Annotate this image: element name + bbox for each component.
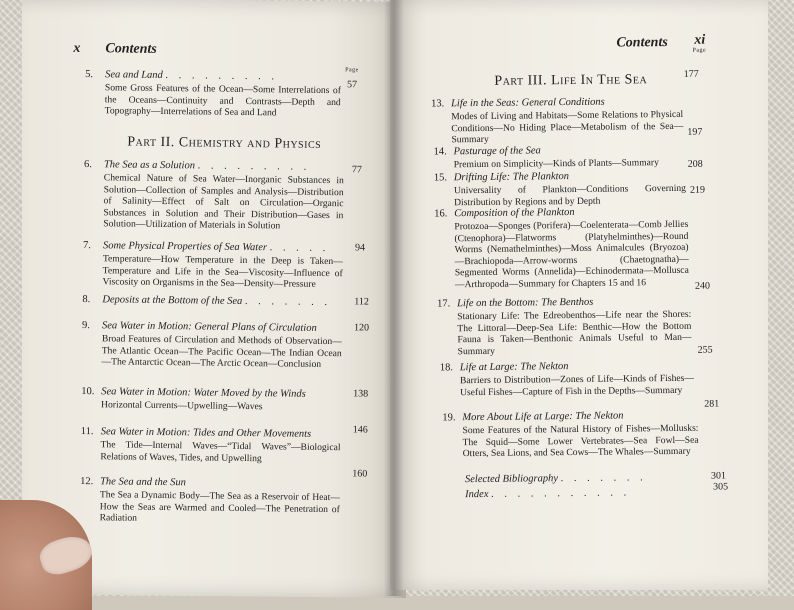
right-page-number: xi — [694, 33, 705, 49]
toc-entry-8[interactable]: 8. Deposits at the Bottom of the Sea . . . . . . . 112 — [82, 293, 362, 309]
entry-number: 19. — [442, 411, 462, 424]
toc-entry-13[interactable] — [431, 95, 703, 147]
entry-page: 208 — [688, 159, 703, 170]
entry-page: 77 — [352, 164, 362, 175]
part-page: 177 — [684, 69, 699, 80]
entry-number: 5. — [85, 68, 105, 81]
entry-description: Modes of Living and Habitats—Some Relations to Physical Conditions—No Hiding Place—Metabolism of the Sea—Summary — [451, 109, 683, 146]
entry-number: 15. — [434, 171, 454, 184]
entry-description: Some Features of the Natural History of Fishes—Mollusks: The Squid—Some Lower Vertebrates—Sea Fowl—Sea Otters, Sea Lions, and Sea Cows—The Whales—Summary — [462, 423, 698, 460]
right-page-col-label: Page — [692, 48, 706, 54]
entry-title: Some Physical Properties of Sea Water — [103, 240, 267, 253]
entry-title: Selected Bibliography — [465, 473, 558, 485]
toc-entry-16[interactable] — [434, 205, 707, 291]
entry-title: Deposits at the Bottom of the Sea — [102, 294, 242, 307]
entry-description: Broad Features of Circulation and Methods of Observation—The Atlantic Ocean—The Pacific Ocean—The Indian Ocean—The Antarctic Ocean—The Arctic Ocean—Conclusion — [102, 333, 342, 371]
toc-entry-5[interactable]: 5. Sea and Land . . . . . . . . . 57 Some Gross Features of the Ocean—Some Interrelations of the Oceans—Continuity and Contrasts—Depth and Topography—Interrelations of Sea and Land — [85, 68, 366, 120]
entry-description: Barriers to Distribution—Zones of Life—Kinds of Fishes—Useful Fishes—Capture of Fish in the Depths—Summary — [460, 373, 694, 399]
entry-description: Stationary Life: The Edreobenthos—Life near the Shores: The Littoral—Deep-Sea Life: Benthic—How the Bottom Fauna is Taken—Benthonic Animals Useful to Man—Summary — [457, 309, 691, 358]
entry-page: 138 — [353, 388, 368, 399]
entry-title: Pasturage of the Sea — [453, 145, 540, 157]
entry-title: Sea Water in Motion: Water Moved by the Winds — [101, 386, 306, 399]
entry-title: Sea Water in Motion: General Plans of Circulation — [102, 320, 317, 334]
entry-title: Life in the Seas: General Conditions — [451, 97, 605, 110]
entry-number: 17. — [437, 297, 457, 310]
entry-number: 9. — [82, 319, 102, 332]
entry-page: 57 — [347, 79, 357, 90]
entry-number: 12. — [80, 475, 100, 488]
entry-number: 7. — [83, 239, 103, 252]
entry-page: 120 — [354, 322, 369, 333]
toc-entry-bibliography[interactable]: Selected Bibliography . . . . . . . 301 — [445, 471, 717, 487]
entry-number: 10. — [81, 385, 101, 398]
toc-entry-19[interactable] — [442, 409, 714, 461]
entry-title: Composition of the Plankton — [454, 207, 575, 219]
entry-number: 14. — [433, 145, 453, 158]
entry-page: 301 — [711, 470, 726, 481]
right-page-header: Contents — [616, 35, 668, 52]
entry-page: 305 — [713, 481, 728, 492]
entry-title: More About Life at Large: The Nekton — [462, 410, 623, 423]
entry-description: Premium on Simplicity—Kinds of Plants—Summary — [454, 157, 686, 171]
entry-title: Life on the Bottom: The Benthos — [457, 297, 593, 309]
left-page-header: Contents — [105, 41, 157, 58]
entry-number: 16. — [434, 207, 454, 220]
left-page-number: x — [73, 41, 80, 57]
entry-page: 281 — [704, 398, 719, 409]
entry-number: 6. — [84, 158, 104, 171]
entry-page: 240 — [695, 281, 710, 292]
entry-description: Some Gross Features of the Ocean—Some Interrelations of the Oceans—Continuity and Contrasts—Depth and Topography—Interrelations of Sea and Land — [105, 82, 341, 120]
entry-description: Universality of Plankton—Conditions Governing Distribution by Regions and by Depth — [454, 183, 686, 209]
entry-page: 219 — [690, 185, 705, 196]
entry-page: 146 — [353, 424, 368, 435]
toc-entry-15[interactable] — [434, 169, 706, 209]
left-part-heading: Part II. Chemistry and Physics — [84, 133, 364, 153]
entry-description: Temperature—How Temperature in the Deep is Taken—Temperature and Life in the Sea—Viscosity—Influence of Viscosity on Organisms in the Sea—Density—Pressure — [102, 253, 342, 291]
entry-title: Index — [465, 489, 488, 500]
toc-entry-17[interactable] — [437, 295, 710, 358]
entry-number: 11. — [81, 425, 101, 438]
entry-title: Life at Large: The Nekton — [460, 361, 569, 373]
entry-number: 8. — [82, 293, 102, 306]
entry-description: Horizontal Currents—Upwelling—Waves — [101, 399, 341, 414]
right-part-heading: Part III. Life In The Sea — [471, 71, 671, 90]
entry-page: 160 — [352, 468, 367, 479]
entry-page: 197 — [687, 127, 702, 138]
entry-page: 94 — [355, 242, 365, 253]
entry-title: Drifting Life: The Plankton — [454, 171, 569, 183]
toc-entry-6[interactable]: 6. The Sea as a Solution . . . . . . . . . 77 Chemical Nature of Sea Water—Inorganic Substances in Solution—Collection of Samples and Analysis—Distribution of Salinity—Effect of Salt on Circulation—Organic Substances in Solution and Their Distribution—Gases in Solution—Utilization of Materials in Solution — [83, 158, 364, 233]
entry-description: Protozoa—Sponges (Porifera)—Coelenterata—Comb Jellies (Ctenophora)—Flatworms (Platyhelminthes)—Round Worms (Nemathelminthes)—Moss Animalcules (Bryozoa)—Brachiopoda—Arrow-worms (Chaetognatha)—Segmented Worms (Annelida)—Echinodermata—Mollusca—Arthropoda—Summary for Chapters 15 and 16 — [454, 219, 689, 291]
entry-title: The Sea and the Sun — [100, 476, 186, 488]
entry-number: 18. — [440, 361, 460, 374]
entry-number: 13. — [431, 97, 451, 110]
entry-title: Sea Water in Motion: Tides and Other Movements — [101, 426, 312, 440]
entry-page: 255 — [698, 345, 713, 356]
entry-description: The Tide—Internal Waves—“Tidal Waves”—Biological Relations of Waves, Tides, and Upwelling — [100, 439, 340, 465]
toc-entry-index[interactable]: Index . . . . . . . . . . . 305 — [445, 486, 717, 502]
entry-title: The Sea as a Solution — [104, 159, 195, 171]
left-page-col-label: Page — [345, 67, 359, 73]
toc-entry-7[interactable]: 7. Some Physical Properties of Sea Water . . . . . 94 Temperature—How Temperature in the Deep is Taken—Temperature and Life in the Sea—Viscosity—Influence of Viscosity on Organisms in the Sea—Density—Pressure — [82, 239, 363, 291]
toc-entry-14[interactable] — [433, 143, 705, 171]
entry-description: The Sea a Dynamic Body—The Sea as a Reservoir of Heat—How the Seas are Warmed and Cooled—The Penetration of Radiation — [100, 489, 340, 527]
entry-description: Chemical Nature of Sea Water—Inorganic Substances in Solution—Collection of Samples and Analysis—Distribution of Salinity—Effect of Salt on Circulation—Organic Substances in Solution and Their Distribution—Gases in Solution—Utilization of Materials in Solution — [103, 172, 344, 233]
toc-entry-18[interactable] — [440, 359, 712, 399]
entry-page: 112 — [354, 296, 369, 307]
entry-title: Sea and Land — [105, 69, 163, 81]
